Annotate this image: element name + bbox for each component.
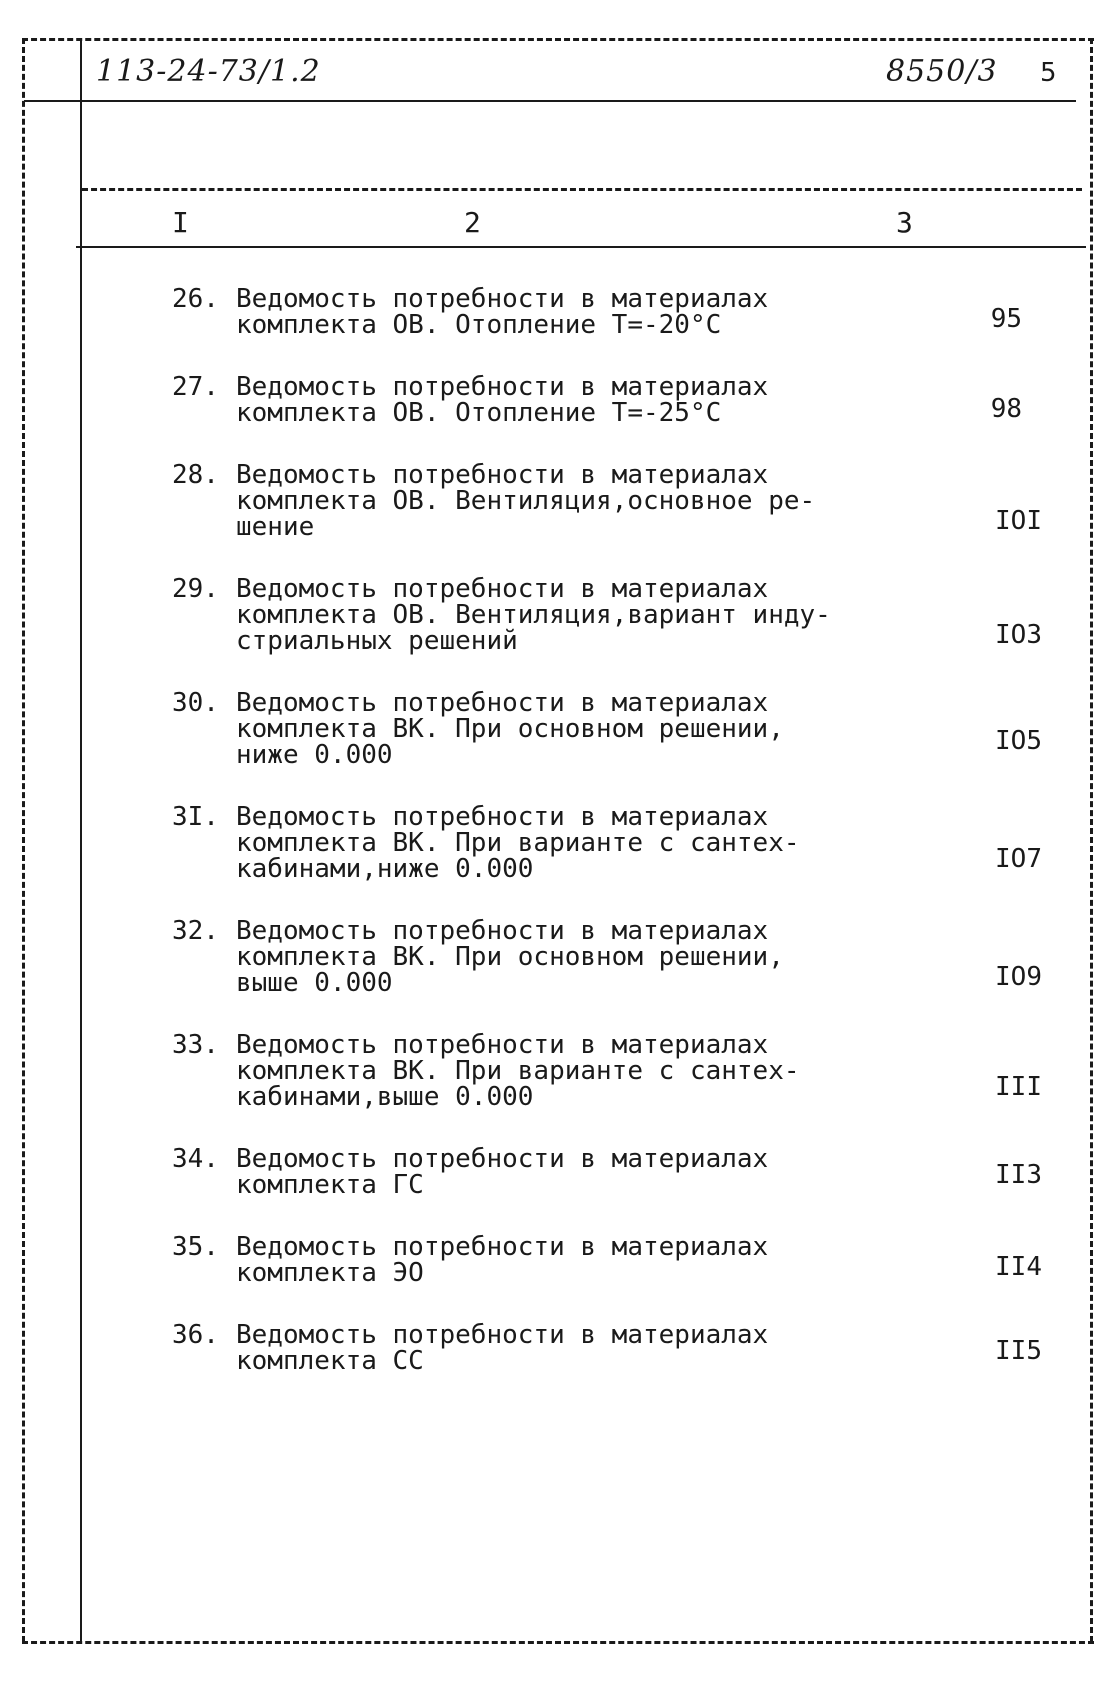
entry-page: II4 (995, 1252, 1042, 1282)
entry-page: 95 (990, 304, 1022, 334)
entry-title: Ведомость потребности в материалах комплекта ОВ. Вентиляция,вариант инду- стриальных решений (236, 574, 831, 656)
entry-number: 3I. (172, 802, 219, 832)
entry-page: IO5 (995, 726, 1042, 756)
entry-number: 29. (172, 574, 219, 604)
frame-right-line (1090, 38, 1093, 1642)
entry-title: Ведомость потребности в материалах комплекта ВК. При основном решении, выше 0.000 (236, 916, 784, 998)
column-header-2: 2 (464, 206, 481, 239)
table-header-bottom-line (76, 246, 1086, 248)
entry-page: III (995, 1072, 1042, 1102)
sheet-number: 5 (1040, 58, 1057, 88)
entry-title: Ведомость потребности в материалах комплекта ВК. При варианте с сантех- кабинами,выше 0.000 (236, 1030, 800, 1112)
entry-title: Ведомость потребности в материалах комплекта ОВ. Вентиляция,основное ре- шение (236, 460, 816, 542)
entry-number: 28. (172, 460, 219, 490)
document-code: 113-24-73/1.2 (96, 54, 321, 89)
entry-title: Ведомость потребности в материалах комплекта ОВ. Отопление Т=-25°С (236, 372, 769, 428)
frame-left-line (22, 38, 25, 1642)
entry-number: 33. (172, 1030, 219, 1060)
entry-number: 34. (172, 1144, 219, 1174)
document-number: 8550/3 (886, 54, 998, 89)
binding-margin-line (80, 38, 82, 1642)
entry-number: 30. (172, 688, 219, 718)
entry-title: Ведомость потребности в материалах комплекта ЭО (236, 1232, 769, 1288)
entry-page: IO7 (995, 844, 1042, 874)
column-header-1: I (172, 206, 189, 239)
entry-page: IO9 (995, 962, 1042, 992)
table-header-top-line (82, 188, 1082, 191)
entry-title: Ведомость потребности в материалах комплекта ГС (236, 1144, 769, 1200)
header-underline (24, 100, 1076, 102)
entry-page: IO3 (995, 620, 1042, 650)
entry-page: IOI (995, 506, 1042, 536)
entry-title: Ведомость потребности в материалах комплекта ВК. При варианте с сантех- кабинами,ниже 0.000 (236, 802, 800, 884)
entry-title: Ведомость потребности в материалах комплекта СС (236, 1320, 769, 1376)
entry-page: II3 (995, 1160, 1042, 1190)
entry-page: 98 (990, 394, 1022, 424)
entry-title: Ведомость потребности в материалах комплекта ОВ. Отопление Т=-20°С (236, 284, 769, 340)
frame-bottom-line (22, 1641, 1094, 1644)
entry-number: 36. (172, 1320, 219, 1350)
entry-number: 26. (172, 284, 219, 314)
entry-page: II5 (995, 1336, 1042, 1366)
column-header-3: 3 (896, 206, 913, 239)
entry-number: 35. (172, 1232, 219, 1262)
entry-number: 27. (172, 372, 219, 402)
entry-number: 32. (172, 916, 219, 946)
entry-title: Ведомость потребности в материалах комплекта ВК. При основном решении, ниже 0.000 (236, 688, 784, 770)
frame-top-line (22, 38, 1094, 41)
